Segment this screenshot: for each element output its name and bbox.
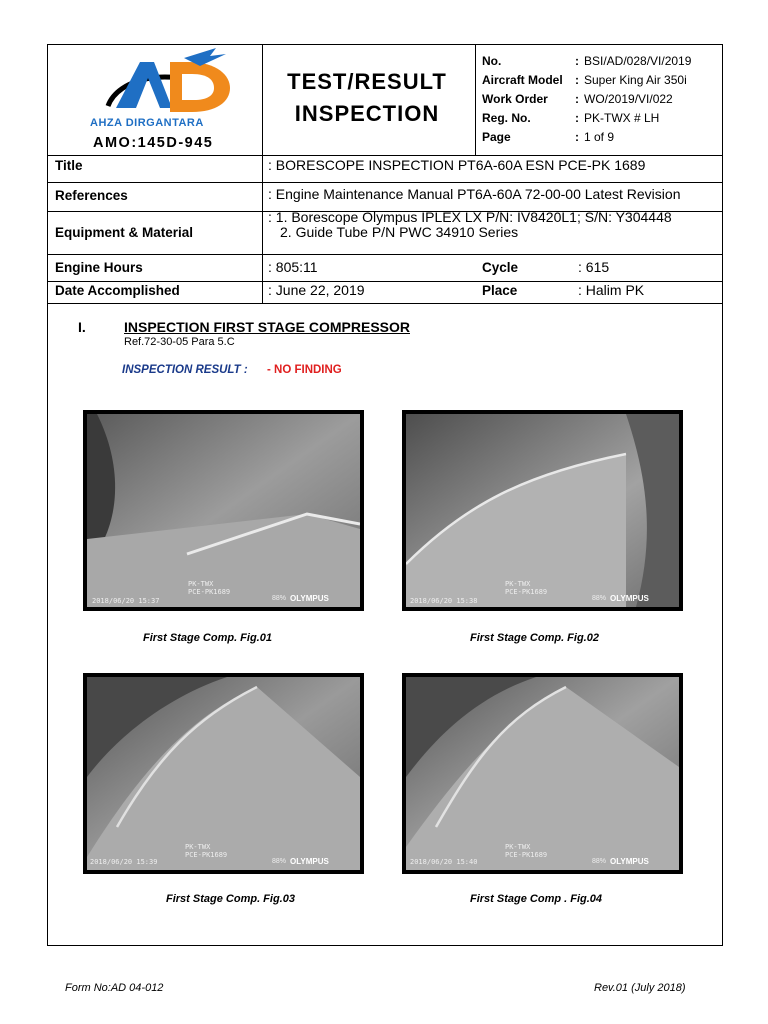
section-number: I.	[78, 319, 86, 335]
meta-value-aircraft-model: Super King Air 350i	[584, 73, 687, 87]
overlay-date: 2018/06/20 15:40	[410, 858, 478, 866]
overlay-date: 2018/06/20 15:39	[90, 858, 158, 866]
photo-caption-2: First Stage Comp. Fig.02	[470, 632, 599, 644]
equipment-label: Equipment & Material	[55, 225, 194, 240]
revision: Rev.01 (July 2018)	[594, 982, 686, 994]
inspection-result-label: INSPECTION RESULT :	[122, 364, 248, 376]
borescope-photo-4	[402, 673, 683, 874]
colon: :	[575, 130, 579, 144]
meta-value-page: 1 of 9	[584, 130, 615, 144]
borescope-photo-3	[83, 673, 364, 874]
colon: :	[575, 73, 579, 87]
colon: :	[578, 282, 582, 298]
colon: :	[268, 186, 272, 202]
overlay-reg: PK-TWX	[188, 580, 214, 588]
form-number: Form No:AD 04-012	[65, 982, 164, 994]
meta-label-reg-no: Reg. No.	[482, 111, 531, 125]
doc-title-line1: TEST/RESULT	[287, 69, 447, 94]
overlay-zoom: 88%	[592, 595, 607, 602]
amo-number: AMO:145D-945	[93, 135, 214, 151]
place-value: Halim PK	[585, 282, 645, 298]
divider	[48, 254, 722, 255]
date-value: June 22, 2019	[275, 282, 365, 298]
olympus-logo: OLYMPUS	[290, 857, 329, 866]
colon: :	[268, 282, 272, 298]
olympus-logo: OLYMPUS	[290, 594, 329, 603]
divider	[48, 155, 722, 156]
references-label: References	[55, 188, 128, 203]
colon: :	[575, 92, 579, 106]
equipment-line2: 2. Guide Tube P/N PWC 34910 Series	[280, 224, 519, 240]
place-label: Place	[482, 283, 518, 298]
cycle-value: 615	[585, 259, 610, 275]
colon: :	[575, 111, 579, 125]
overlay-date: 2018/06/20 15:37	[92, 597, 160, 605]
colon: :	[268, 157, 272, 173]
divider	[475, 45, 476, 156]
overlay-esn: PCE-PK1689	[505, 851, 548, 859]
cycle-label: Cycle	[482, 260, 519, 275]
overlay-zoom: 88%	[272, 595, 287, 602]
divider	[48, 303, 722, 304]
photo-caption-4: First Stage Comp . Fig.04	[470, 893, 603, 905]
meta-label-work-order: Work Order	[482, 92, 548, 106]
overlay-esn: PCE-PK1689	[185, 851, 228, 859]
title-label: Title	[55, 158, 83, 173]
doc-title-line2: INSPECTION	[294, 101, 440, 126]
overlay-esn: PCE-PK1689	[505, 588, 548, 596]
company-logo	[88, 48, 238, 128]
equipment-line1: 1. Borescope Olympus IPLEX LX P/N: IV8420L1; S/N: Y304448	[275, 209, 672, 225]
overlay-esn: PCE-PK1689	[188, 588, 231, 596]
overlay-reg: PK-TWX	[505, 843, 531, 851]
company-name: AHZA DIRGANTARA	[90, 117, 204, 129]
overlay-zoom: 88%	[272, 858, 287, 865]
meta-label-no: No.	[482, 54, 502, 68]
colon: :	[268, 259, 272, 275]
meta-value-work-order: WO/2019/VI/022	[584, 92, 673, 106]
references-value: Engine Maintenance Manual PT6A-60A 72-00-00 Latest Revision	[275, 186, 681, 202]
meta-value-reg-no: PK-TWX # LH	[584, 111, 660, 125]
overlay-reg: PK-TWX	[185, 843, 211, 851]
meta-label-page: Page	[482, 130, 511, 144]
colon: :	[268, 209, 272, 225]
engine-hours-label: Engine Hours	[55, 260, 143, 275]
olympus-logo: OLYMPUS	[610, 594, 649, 603]
borescope-photo-1	[83, 410, 364, 611]
overlay-date: 2018/06/20 15:38	[410, 597, 478, 605]
colon: :	[578, 259, 582, 275]
divider	[48, 182, 722, 183]
date-label: Date Accomplished	[55, 283, 180, 298]
photo-caption-1: First Stage Comp. Fig.01	[143, 632, 272, 644]
borescope-photo-2	[402, 410, 683, 611]
meta-label-aircraft-model: Aircraft Model	[482, 73, 563, 87]
section-reference: Ref.72-30-05 Para 5.C	[124, 336, 235, 348]
colon: :	[575, 54, 579, 68]
overlay-reg: PK-TWX	[505, 580, 531, 588]
title-value: BORESCOPE INSPECTION PT6A-60A ESN PCE-PK 1689	[275, 157, 646, 173]
section-heading: INSPECTION FIRST STAGE COMPRESSOR	[124, 319, 410, 335]
overlay-zoom: 88%	[592, 858, 607, 865]
olympus-logo: OLYMPUS	[610, 857, 649, 866]
meta-value-no: BSI/AD/028/VI/2019	[584, 54, 692, 68]
engine-hours-value: 805:11	[275, 259, 318, 275]
photo-caption-3: First Stage Comp. Fig.03	[166, 893, 295, 905]
inspection-result-value: - NO FINDING	[267, 364, 342, 376]
